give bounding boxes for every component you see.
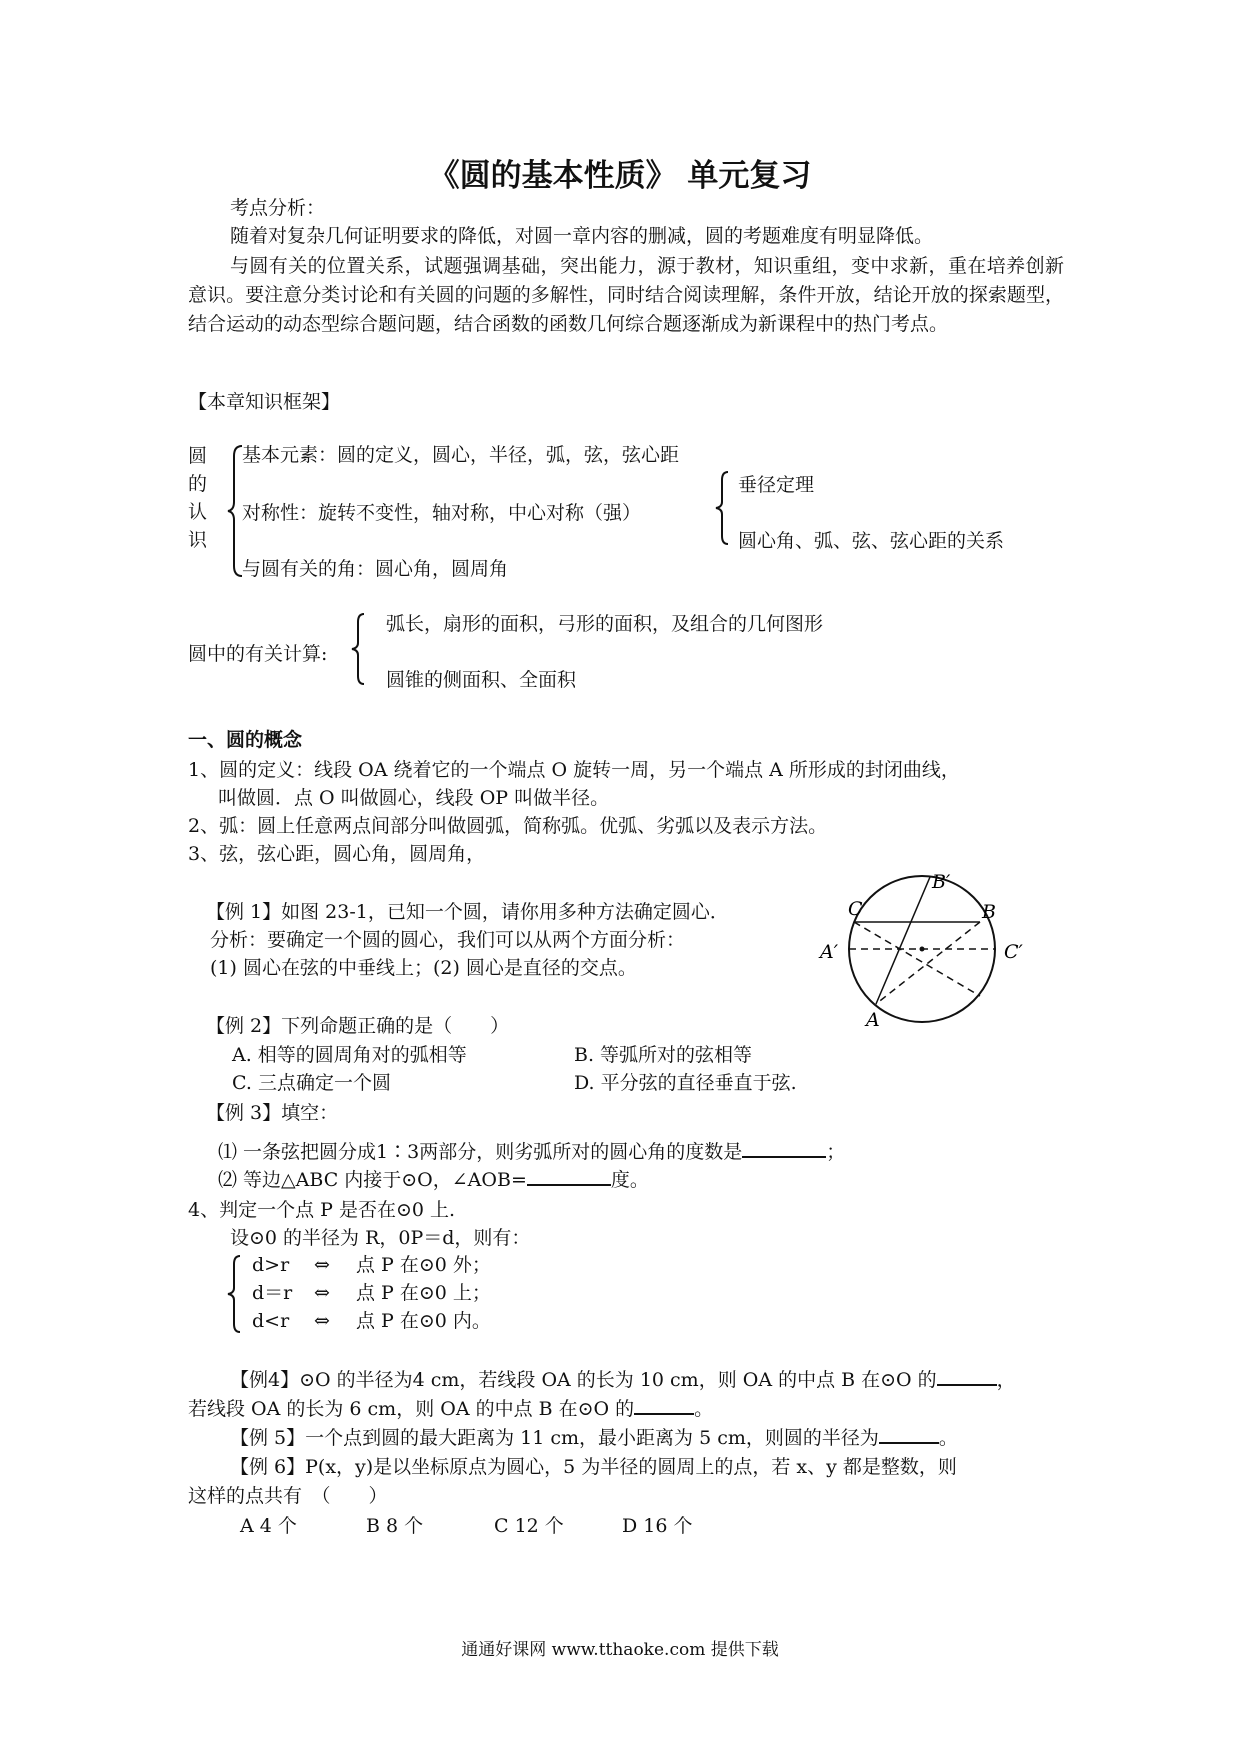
root-char: 的 — [188, 473, 208, 495]
analysis-paragraph-2: 与圆有关的位置关系，试题强调基础，突出能力，源于教材，知识重组，变中求新，重在培养创新意识。要注意分类讨论和有关圆的问题的多解性，同时结合阅读理解，条件开放，结论开放的探索题型，结合运动的动态型综合题问题，结合函数的函数几何综合题逐渐成为新课程中的热门考点。 — [188, 255, 1064, 335]
example-5-text: 【例 5】一个点到圆的最大距离为 11 cm，最小距离为 5 cm，则圆的半径为 — [230, 1427, 879, 1449]
case-result: 点 P 在⊙0 上； — [356, 1282, 491, 1304]
equivalence-symbol: ⇔ — [314, 1282, 330, 1304]
case-result: 点 P 在⊙0 内。 — [356, 1310, 491, 1332]
example-6-line-1: 【例 6】P(x，y)是以坐标原点为圆心，5 为半径的圆周上的点，若 x、y 都是整数，则 — [230, 1456, 957, 1478]
circle-figure — [818, 868, 1038, 1030]
analysis-paragraph-1: 随着对复杂几何证明要求的降低，对圆一章内容的删减，圆的考题难度有明显降低。 — [230, 225, 934, 247]
example-5-end: 。 — [938, 1427, 958, 1449]
calc-label: 圆中的有关计算: — [188, 643, 328, 665]
root-char: 认 — [188, 501, 208, 523]
example-4-line-2 — [188, 1395, 713, 1423]
concept-item-4: 4、判定一个点 P 是否在⊙0 上. — [188, 1199, 456, 1221]
case-condition: d<r — [252, 1310, 290, 1332]
calc-item: 弧长，扇形的面积，弓形的面积，及组合的几何图形 — [386, 613, 824, 635]
calc-item: 圆锥的侧面积、全面积 — [386, 669, 577, 691]
example-4-line-1 — [230, 1366, 1016, 1394]
symmetry-subitem: 垂径定理 — [738, 474, 815, 496]
framework-item: 基本元素：圆的定义，圆心，半径，弧，弦，弦心距 — [242, 444, 680, 466]
framework-brace-symmetry — [714, 470, 730, 546]
example-3-q2-text: ⑵ 等边△ABC 内接于⊙O，∠AOB= — [218, 1169, 527, 1191]
example-6-option: D 16 个 — [622, 1515, 693, 1537]
example-6-option: C 12 个 — [494, 1515, 564, 1537]
example-5 — [230, 1424, 958, 1452]
symmetry-subitem: 圆心角、弧、弦、弦心距的关系 — [738, 530, 1005, 552]
concept-item-1-cont: 叫做圆．点 O 叫做圆心，线段 OP 叫做半径。 — [218, 787, 610, 809]
page-title: 《圆的基本性质》 单元复习 — [428, 158, 812, 194]
analysis-heading: 考点分析： — [230, 197, 326, 219]
example-1-analysis: 分析：要确定一个圆的圆心，我们可以从两个方面分析： — [210, 929, 686, 951]
framework-item: 与圆有关的角：圆心角，圆周角 — [242, 558, 509, 580]
example-3-q1 — [218, 1138, 845, 1166]
equivalence-symbol: ⇔ — [314, 1254, 330, 1276]
example-3-q2 — [218, 1166, 649, 1194]
example-6-option: B 8 个 — [366, 1515, 424, 1537]
point-label-c: C — [848, 898, 863, 920]
point-label-c-prime: C′ — [1004, 941, 1023, 963]
example-2-option-c: C. 三点确定一个圆 — [232, 1072, 391, 1094]
point-label-a-prime: A′ — [820, 941, 839, 963]
page-footer: 通通好课网 www.tthaoke.com 提供下载 — [461, 1640, 779, 1660]
case-condition: d>r — [252, 1254, 290, 1276]
framework-heading: 【本章知识框架】 — [188, 391, 341, 413]
point-label-b-prime: B′ — [932, 871, 951, 893]
framework-item: 对称性：旋转不变性，轴对称，中心对称（强） — [242, 502, 642, 524]
cases-brace — [226, 1254, 242, 1334]
concept-item-3: 3、弦，弦心距，圆心角，圆周角， — [188, 843, 486, 865]
point-label-a: A — [866, 1009, 880, 1030]
example-1-stem: 【例 1】如图 23-1，已知一个圆，请你用多种方法确定圆心． — [206, 901, 729, 923]
example-1-points: (1) 圆心在弦的中垂线上；(2) 圆心是直径的交点。 — [210, 957, 637, 979]
answer-blank[interactable] — [879, 1424, 939, 1444]
concept-item-2: 2、弧：圆上任意两点间部分叫做圆弧，简称弧。优弧、劣弧以及表示方法。 — [188, 815, 828, 837]
root-char: 识 — [188, 529, 208, 551]
concept-item-1: 1、圆的定义：线段 OA 绕着它的一个端点 O 旋转一周，另一个端点 A 所形成的封闭曲线， — [188, 759, 960, 781]
example-6-line-2: 这样的点共有 （ ） — [188, 1485, 388, 1507]
answer-blank[interactable] — [634, 1395, 694, 1415]
answer-blank[interactable] — [742, 1138, 826, 1158]
equivalence-symbol: ⇔ — [314, 1310, 330, 1332]
item-4-setup: 设⊙0 的半径为 R，0P＝d，则有： — [230, 1227, 531, 1249]
example-2-option-d: D. 平分弦的直径垂直于弦. — [574, 1072, 797, 1094]
example-3-q2-end: 度。 — [610, 1169, 649, 1191]
example-4-end: 。 — [694, 1398, 714, 1420]
example-6-option: A 4 个 — [240, 1515, 297, 1537]
example-2-option-a: A. 相等的圆周角对的弧相等 — [232, 1044, 467, 1066]
answer-blank[interactable] — [937, 1366, 997, 1386]
answer-blank[interactable] — [527, 1166, 611, 1186]
example-3-q1-text: ⑴ 一条弦把圆分成1∶3两部分，则劣弧所对的圆心角的度数是 — [218, 1141, 743, 1163]
example-3-stem: 【例 3】填空： — [206, 1102, 339, 1124]
case-condition: d＝r — [252, 1282, 293, 1304]
example-3-q1-end: ； — [826, 1141, 846, 1163]
example-2-stem: 【例 2】下列命题正确的是（ ） — [206, 1015, 510, 1037]
root-char: 圆 — [188, 445, 208, 467]
section-heading: 一、圆的概念 — [188, 729, 303, 751]
example-4-text: 【例4】⊙O 的半径为4 cm，若线段 OA 的长为 10 cm，则 OA 的中点 B 在⊙O 的 — [230, 1369, 937, 1391]
case-result: 点 P 在⊙0 外； — [356, 1254, 491, 1276]
example-4-text: 若线段 OA 的长为 6 cm，则 OA 的中点 B 在⊙O 的 — [188, 1398, 635, 1420]
point-label-b: B — [982, 901, 996, 923]
calc-brace — [350, 612, 366, 686]
example-2-option-b: B. 等弧所对的弦相等 — [574, 1044, 753, 1066]
example-4-end: ， — [996, 1369, 1016, 1391]
